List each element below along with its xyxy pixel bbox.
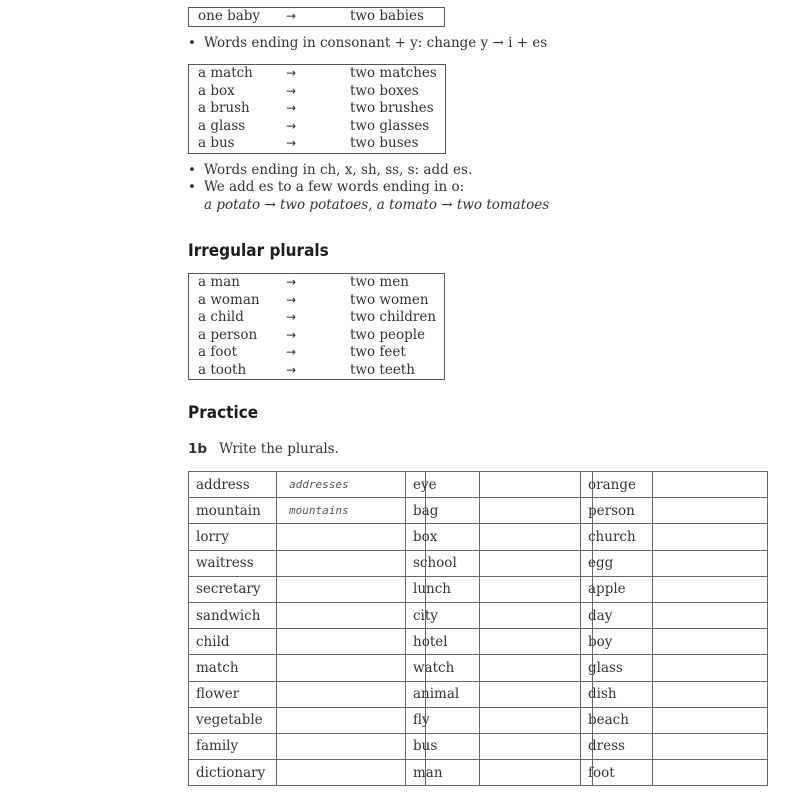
plural-cell: two feet (350, 344, 406, 360)
answer-cell[interactable] (653, 472, 768, 498)
practice-row (189, 602, 426, 628)
word-cell: boy (581, 629, 653, 655)
answer-cell[interactable] (277, 576, 426, 602)
bullet-icon: • (188, 162, 196, 178)
word-cell: vegetable (189, 707, 277, 733)
word-cell: waitress (189, 550, 277, 576)
singular-cell: a woman (198, 291, 260, 308)
answer-cell[interactable] (653, 602, 768, 628)
word-cell: box (406, 524, 480, 550)
answer-cell[interactable] (653, 681, 768, 707)
table-row (189, 135, 446, 153)
arrow-icon: → (286, 83, 297, 98)
word-cell: animal (406, 681, 480, 707)
practice-row (581, 602, 768, 628)
practice-row (189, 550, 426, 576)
singular-cell: a match (198, 65, 253, 81)
answer-cell[interactable] (480, 524, 593, 550)
word-cell: church (581, 524, 653, 550)
answer-cell[interactable] (653, 550, 768, 576)
irregular-heading: Irregular plurals (188, 241, 329, 261)
practice-row (406, 550, 593, 576)
practice-row (406, 655, 593, 681)
answer-cell[interactable] (653, 707, 768, 733)
practice-row (581, 550, 768, 576)
word-cell: bag (406, 498, 480, 524)
answer-cell[interactable] (277, 524, 426, 550)
answer-cell[interactable] (653, 733, 768, 759)
practice-row (581, 760, 768, 786)
word-cell: city (406, 602, 480, 628)
word-cell: bus (406, 733, 480, 759)
answer-cell[interactable] (277, 733, 426, 759)
answer-cell[interactable] (480, 602, 593, 628)
answer-cell[interactable] (480, 760, 593, 786)
table-row (189, 83, 446, 101)
arrow-icon: → (286, 9, 297, 23)
answer-cell[interactable] (277, 629, 426, 655)
singular-cell: a box (198, 82, 235, 99)
answer-cell[interactable] (653, 576, 768, 602)
word-cell: family (189, 733, 277, 759)
answer-cell[interactable] (277, 550, 426, 576)
table-row (189, 309, 445, 327)
singular-cell: a brush (198, 100, 250, 116)
singular-cell: a bus (198, 135, 235, 151)
es-plural-table (188, 64, 446, 154)
word-cell: apple (581, 576, 653, 602)
answer-cell[interactable]: mountains (277, 498, 426, 524)
word-cell: beach (581, 707, 653, 733)
practice-row (581, 681, 768, 707)
practice-row (189, 655, 426, 681)
plural-cell: two buses (350, 135, 419, 151)
answer-cell[interactable] (277, 655, 426, 681)
arrow-icon: → (286, 292, 297, 307)
answer-cell[interactable] (480, 681, 593, 707)
plural-cell: two brushes (350, 100, 434, 116)
exercise-number: 1b (188, 441, 208, 457)
answer-cell[interactable] (480, 655, 593, 681)
arrow-icon: → (286, 118, 297, 133)
word-cell: person (581, 498, 653, 524)
practice-row (406, 707, 593, 733)
answer-cell[interactable] (653, 498, 768, 524)
plural-cell: two people (350, 326, 426, 343)
rule-y (188, 35, 547, 52)
practice-row (581, 576, 768, 602)
singular-cell: a tooth (198, 361, 247, 378)
answer-cell[interactable] (653, 524, 768, 550)
table-row (189, 8, 445, 27)
practice-row (189, 524, 426, 550)
es-plural-body (189, 65, 446, 154)
table-row (189, 274, 445, 292)
plural-cell: two babies (350, 8, 424, 24)
arrow-icon: → (286, 136, 297, 150)
practice-row (406, 576, 593, 602)
practice-row (581, 629, 768, 655)
word-cell: dress (581, 733, 653, 759)
practice-row (406, 760, 593, 786)
word-cell: lunch (406, 576, 480, 602)
arrow-icon: → (286, 66, 297, 80)
practice-row (581, 524, 768, 550)
rule-es (188, 162, 472, 179)
answer-cell[interactable] (480, 733, 593, 759)
arrow-icon: → (286, 327, 297, 342)
practice-row (406, 524, 593, 550)
answer-cell[interactable] (480, 576, 593, 602)
practice-row (406, 498, 593, 524)
word-cell: address (189, 472, 277, 498)
word-cell: dish (581, 681, 653, 707)
word-cell: man (406, 760, 480, 786)
answer-cell[interactable] (653, 629, 768, 655)
practice-row (189, 760, 426, 786)
plural-cell: two matches (350, 65, 437, 81)
practice-row (406, 733, 593, 759)
singular-cell: one baby (198, 8, 261, 24)
answer-cell[interactable] (480, 707, 593, 733)
rule-o-example: a potato → two potatoes, a tomato → two tomatoes (204, 197, 550, 213)
word-cell: egg (581, 550, 653, 576)
practice-row (581, 498, 768, 524)
word-cell: foot (581, 760, 653, 786)
singular-cell: a person (198, 326, 258, 343)
word-cell: fly (406, 707, 480, 733)
word-cell: secretary (189, 576, 277, 602)
practice-row (581, 707, 768, 733)
answer-cell[interactable] (277, 681, 426, 707)
table-row (189, 118, 446, 136)
table-row (189, 100, 446, 118)
table-row (189, 362, 445, 380)
word-cell: glass (581, 655, 653, 681)
plural-cell: two teeth (350, 361, 415, 378)
arrow-icon: → (286, 275, 297, 289)
practice-row (189, 681, 426, 707)
practice-row (189, 629, 426, 655)
rule-y-text: Words ending in consonant + y: change y → i + es (204, 35, 548, 51)
practice-heading: Practice (188, 403, 259, 423)
practice-table-1 (188, 471, 426, 786)
practice-row (189, 733, 426, 759)
table-row (189, 292, 445, 310)
practice-row (406, 681, 593, 707)
word-cell: dictionary (189, 760, 277, 786)
practice-row (406, 629, 593, 655)
singular-cell: a child (198, 309, 244, 325)
word-cell: watch (406, 655, 480, 681)
practice-row (406, 472, 593, 498)
answer-cell[interactable] (480, 472, 593, 498)
answer-cell[interactable] (653, 760, 768, 786)
plural-cell: two glasses (350, 117, 430, 134)
table-row (189, 327, 445, 345)
practice-row (189, 576, 426, 602)
practice-row (189, 498, 426, 524)
practice-table-3 (580, 471, 768, 786)
word-cell: lorry (189, 524, 277, 550)
irregular-plural-table (188, 273, 445, 380)
practice-row (406, 602, 593, 628)
exercise-text: Write the plurals. (219, 441, 339, 457)
answer-cell[interactable]: addresses (277, 472, 426, 498)
plural-cell: two boxes (350, 82, 419, 99)
answer-cell[interactable] (480, 498, 593, 524)
table-row (189, 344, 445, 362)
practice-row (189, 707, 426, 733)
word-cell: match (189, 655, 277, 681)
singular-cell: a man (198, 274, 240, 290)
singular-cell: a glass (198, 117, 246, 134)
irregular-plural-body (189, 274, 445, 380)
arrow-icon: → (286, 345, 297, 359)
rule-o-text: We add es to a few words ending in o: (204, 179, 465, 195)
y-plural-body (189, 8, 445, 27)
plural-cell: two children (350, 309, 437, 325)
answer-cell[interactable] (653, 655, 768, 681)
answer-cell[interactable] (277, 760, 426, 786)
bullet-icon: • (188, 179, 196, 195)
plural-cell: two women (350, 291, 429, 308)
word-cell: day (581, 602, 653, 628)
word-cell: flower (189, 681, 277, 707)
bullet-icon: • (188, 35, 196, 51)
practice-row (189, 472, 426, 498)
word-cell: child (189, 629, 277, 655)
word-cell: hotel (406, 629, 480, 655)
answer-cell[interactable] (480, 629, 593, 655)
arrow-icon: → (286, 362, 297, 377)
answer-cell[interactable] (277, 602, 426, 628)
practice-row (581, 655, 768, 681)
rule-es-text: Words ending in ch, x, sh, ss, s: add es. (204, 162, 473, 178)
practice-row (581, 733, 768, 759)
answer-cell[interactable] (277, 707, 426, 733)
practice-row (581, 472, 768, 498)
arrow-icon: → (286, 310, 297, 324)
word-cell: sandwich (189, 602, 277, 628)
word-cell: orange (581, 472, 653, 498)
singular-cell: a foot (198, 344, 238, 360)
word-cell: school (406, 550, 480, 576)
word-cell: mountain (189, 498, 277, 524)
y-plural-table (188, 7, 445, 27)
word-cell: eye (406, 472, 480, 498)
rule-o (188, 179, 464, 196)
plural-cell: two men (350, 274, 409, 290)
practice-table-2 (405, 471, 593, 786)
exercise-instruction (188, 441, 339, 457)
answer-cell[interactable] (480, 550, 593, 576)
table-row (189, 65, 446, 83)
arrow-icon: → (286, 101, 297, 115)
